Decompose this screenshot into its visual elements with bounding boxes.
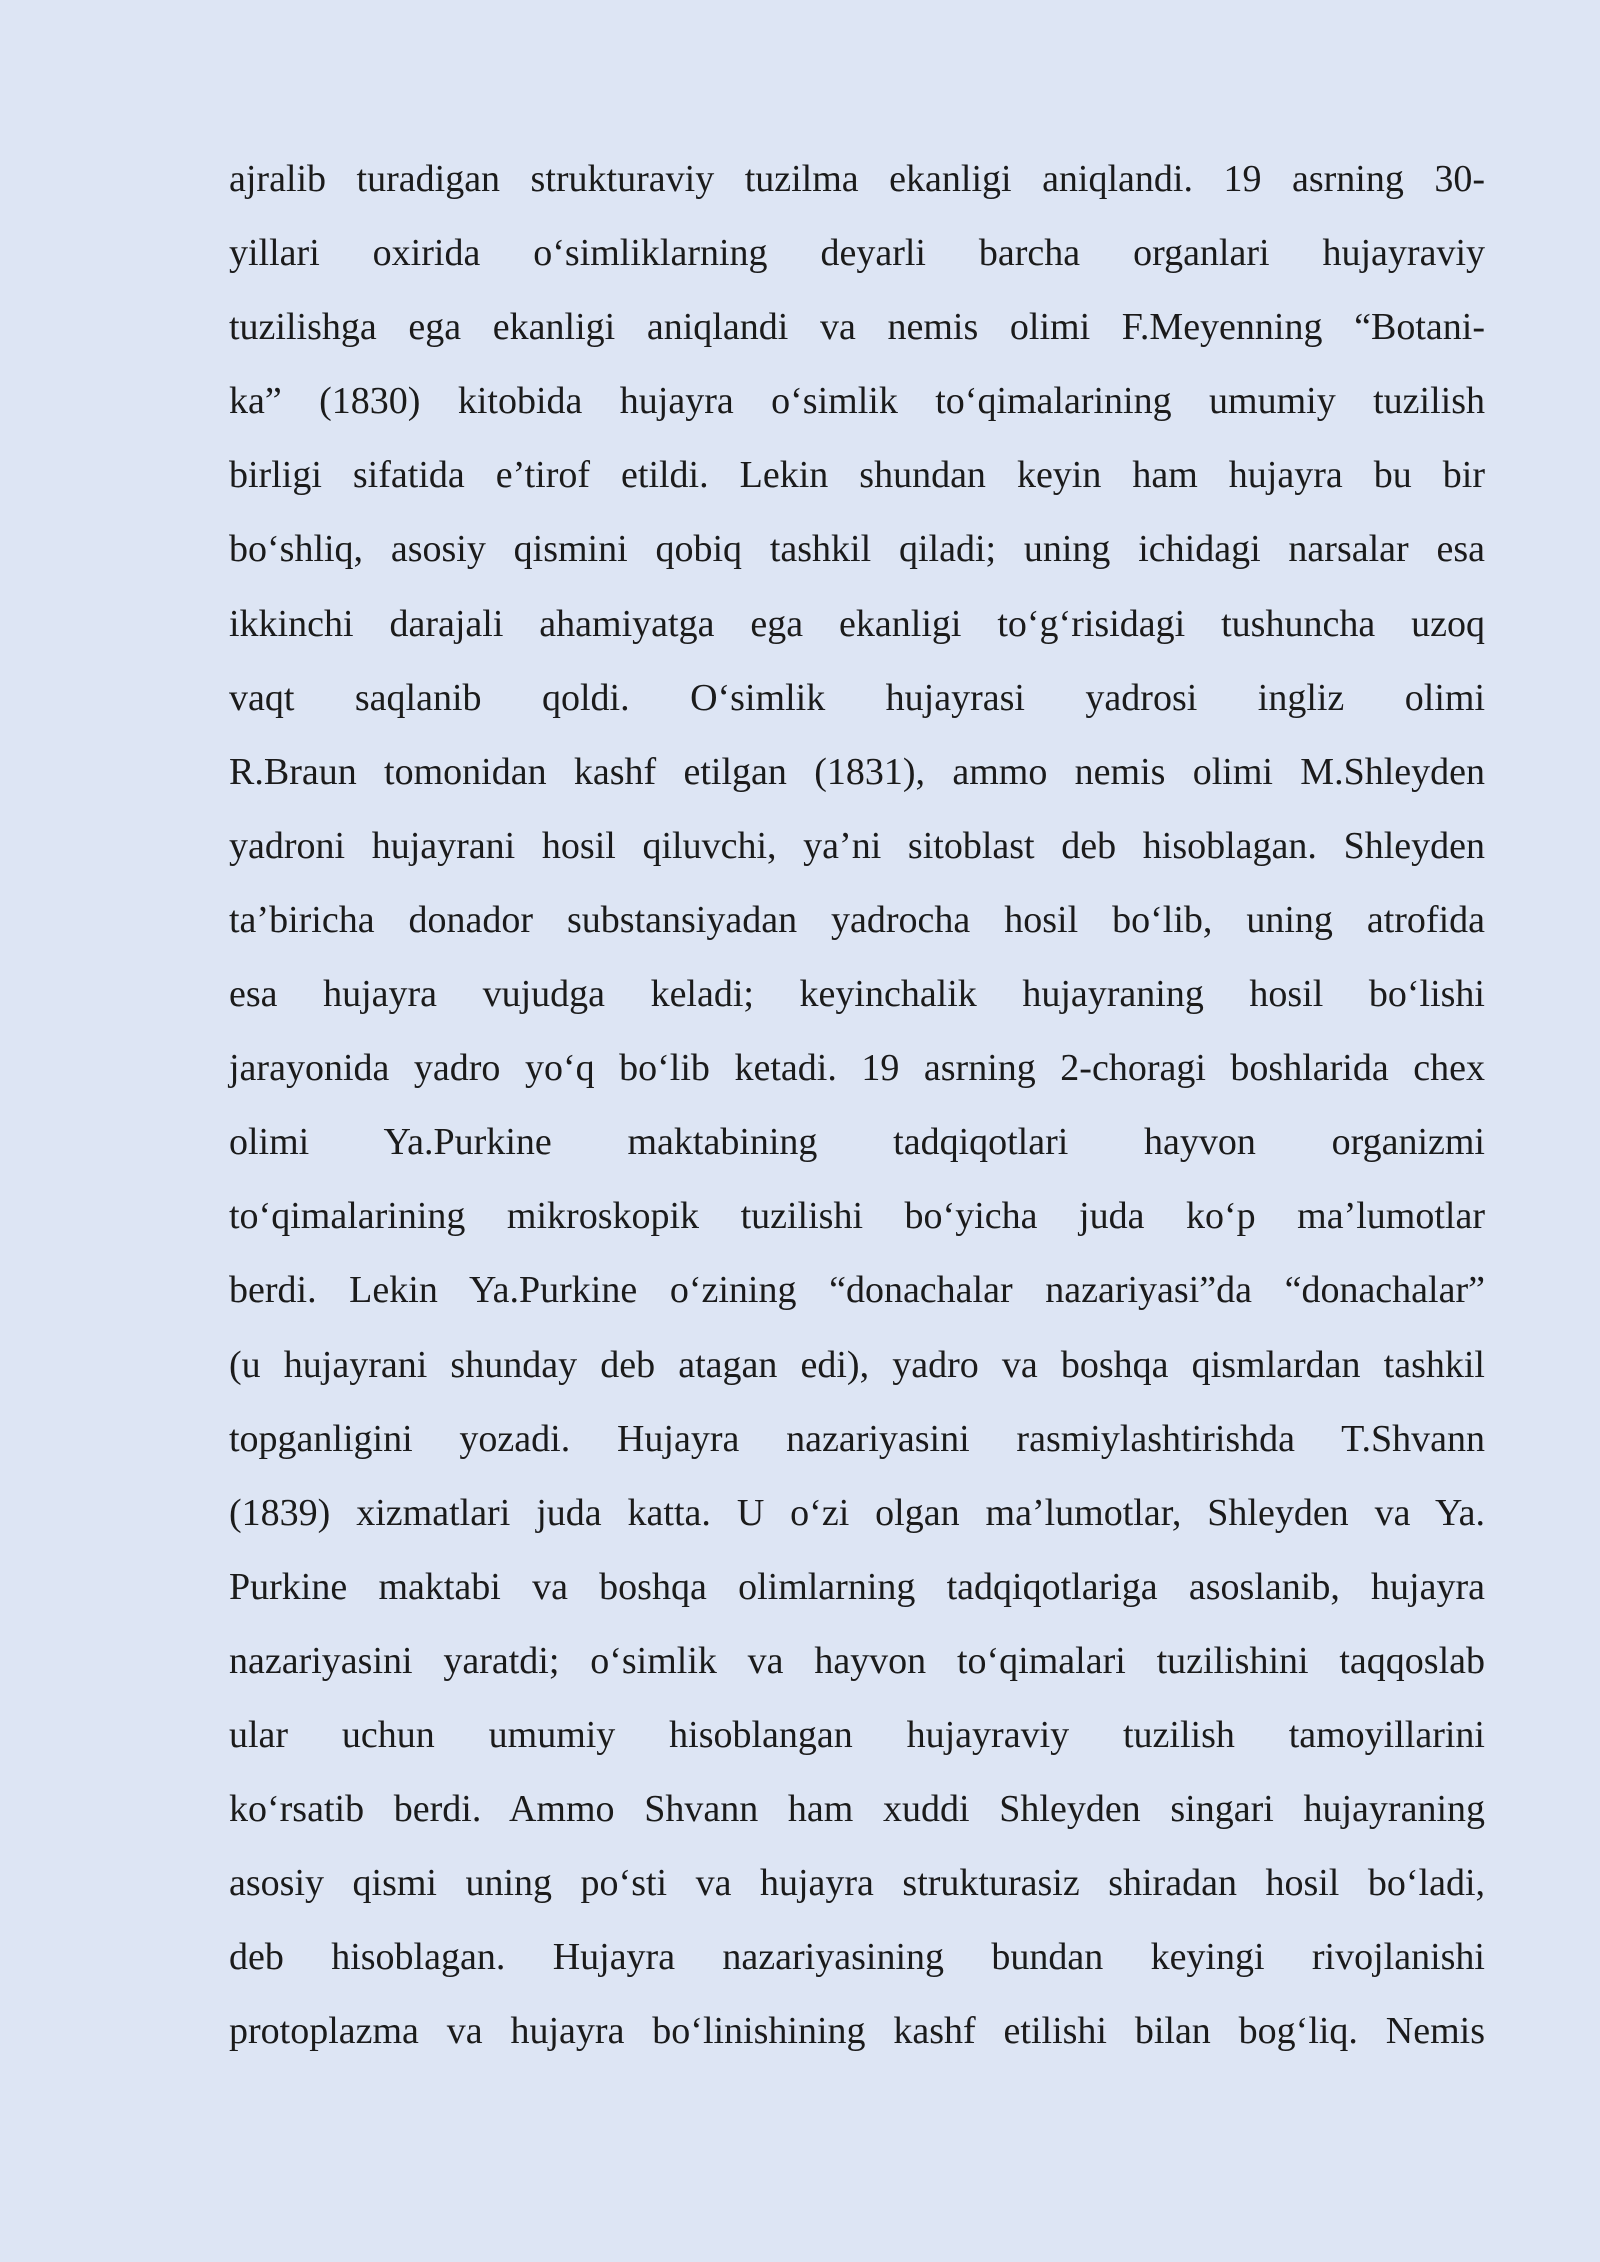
- body-text: [229, 142, 1485, 2068]
- text-line-7: ikkinchi darajali ahamiyatga ega ekanligi to‘g‘risidagi tushuncha uzoq: [229, 602, 1485, 645]
- text-line-23: ko‘rsatib berdi. Ammo Shvann ham xuddi Shleyden singari hujayraning: [229, 1788, 1485, 1831]
- text-line-9: R.Braun tomonidan kashf etilgan (1831), ammo nemis olimi M.Shleyden: [229, 750, 1485, 793]
- text-line-1: ajralib turadigan strukturaviy tuzilma ekanligi aniqlandi. 19 asrning 30-: [229, 158, 1485, 200]
- text-line-8: vaqt saqlanib qoldi. O‘simlik hujayrasi yadrosi ingliz olimi: [229, 676, 1485, 719]
- text-line-3: tuzilishga ega ekanligi aniqlandi va nemis olimi F.Meyenning “Botani-: [229, 306, 1485, 349]
- text-line-15: to‘qimalarining mikroskopik tuzilishi bo‘yicha juda ko‘p ma’lumotlar: [229, 1195, 1485, 1238]
- text-line-12: esa hujayra vujudga keladi; keyinchalik hujayraning hosil bo‘lishi: [229, 973, 1485, 1016]
- text-line-21: nazariyasini yaratdi; o‘simlik va hayvon to‘qimalari tuzilishini taqqoslab: [229, 1639, 1485, 1682]
- text-line-19: (1839) xizmatlari juda katta. U o‘zi olgan ma’lumotlar, Shleyden va Ya.: [229, 1491, 1485, 1534]
- text-line-10: yadroni hujayrani hosil qiluvchi, ya’ni sitoblast deb hisoblagan. Shleyden: [229, 824, 1485, 867]
- text-line-2: yillari oxirida o‘simliklarning deyarli barcha organlari hujayraviy: [229, 232, 1485, 275]
- text-line-5: birligi sifatida e’tirof etildi. Lekin shundan keyin ham hujayra bu bir: [229, 454, 1485, 497]
- text-line-20: Purkine maktabi va boshqa olimlarning tadqiqotlariga asoslanib, hujayra: [229, 1565, 1485, 1608]
- text-line-17: (u hujayrani shunday deb atagan edi), yadro va boshqa qismlardan tashkil: [229, 1343, 1485, 1386]
- text-line-16: berdi. Lekin Ya.Purkine o‘zining “donachalar nazariyasi”da “donachalar”: [229, 1269, 1485, 1312]
- text-line-14: olimi Ya.Purkine maktabining tadqiqotlari hayvon organizmi: [229, 1121, 1485, 1164]
- text-line-26: protoplazma va hujayra bo‘linishining kashf etilishi bilan bog‘liq. Nemis: [229, 2010, 1485, 2053]
- text-line-13: jarayonida yadro yo‘q bo‘lib ketadi. 19 asrning 2-choragi boshlarida chex: [229, 1047, 1485, 1090]
- text-line-4: ka” (1830) kitobida hujayra o‘simlik to‘qimalarining umumiy tuzilish: [229, 380, 1485, 423]
- text-line-22: ular uchun umumiy hisoblangan hujayraviy tuzilish tamoyillarini: [229, 1713, 1485, 1756]
- text-line-6: bo‘shliq, asosiy qismini qobiq tashkil qiladi; uning ichidagi narsalar esa: [229, 528, 1485, 571]
- text-line-24: asosiy qismi uning po‘sti va hujayra strukturasiz shiradan hosil bo‘ladi,: [229, 1862, 1485, 1905]
- text-line-25: deb hisoblagan. Hujayra nazariyasining bundan keyingi rivojlanishi: [229, 1936, 1485, 1979]
- text-line-18: topganligini yozadi. Hujayra nazariyasini rasmiylashtirishda T.Shvann: [229, 1417, 1485, 1460]
- text-line-11: ta’biricha donador substansiyadan yadrocha hosil bo‘lib, uning atrofida: [229, 898, 1485, 941]
